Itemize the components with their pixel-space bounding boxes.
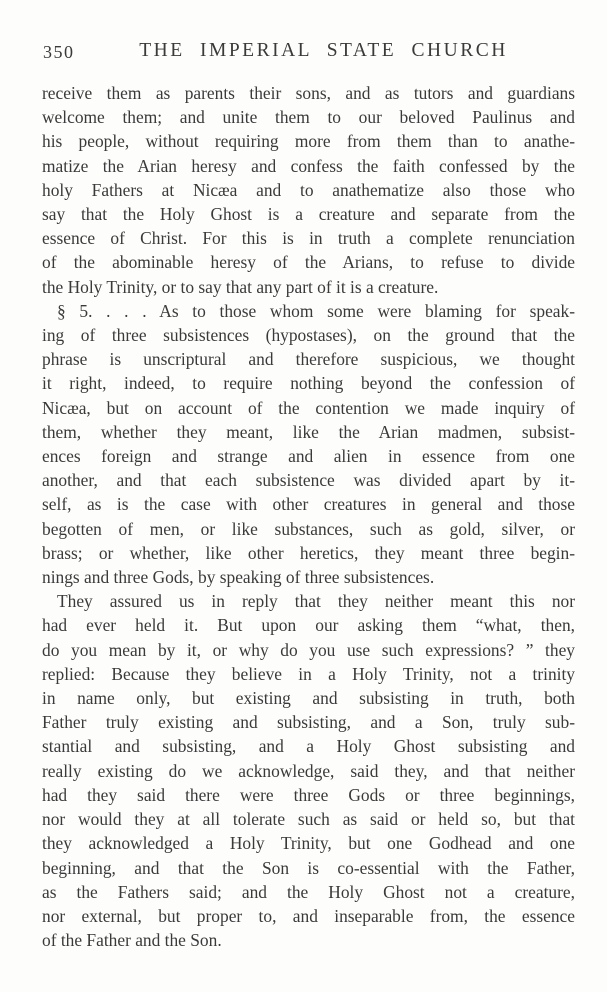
text-line: They assured us in reply that they neither meant this nor (57, 591, 575, 612)
text-line: stantial and subsisting, and a Holy Ghost subsisting and (42, 736, 575, 757)
running-title: THE IMPERIAL STATE CHURCH (139, 40, 508, 61)
text-line: holy Fathers at Nicæa and to anathematize also those who (42, 179, 575, 200)
text-line: do you mean by it, or why do you use such expressions? ” they (42, 639, 575, 660)
page-header (42, 40, 575, 64)
text-line: matize the Arian heresy and confess the faith confessed by the (42, 155, 575, 176)
text-line: phrase is unscriptural and therefore suspicious, we thought (42, 349, 575, 370)
text-line: ing of three subsistences (hypostases), on the ground that the (42, 325, 575, 346)
text-line: receive them as parents their sons, and as tutors and guardians (42, 83, 575, 103)
paragraph (42, 589, 575, 952)
page-number: 350 (43, 42, 75, 62)
text-line: had they said there were three Gods or three beginnings, (42, 784, 575, 805)
text-line: in name only, but existing and subsisting in truth, both (42, 688, 575, 709)
text-line: Nicæa, but on account of the contention we made inquiry of (42, 397, 575, 418)
text-line: Father truly existing and subsisting, and a Son, truly sub- (42, 712, 575, 733)
text-line: of the abominable heresy of the Arians, to refuse to divide (42, 252, 575, 273)
text-line: say that the Holy Ghost is a creature and separate from the (42, 204, 575, 225)
body-text (42, 81, 575, 952)
text-line: ences foreign and strange and alien in essence from one (42, 446, 575, 467)
text-line: of the Father and the Son. (42, 930, 222, 951)
text-line: they acknowledged a Holy Trinity, but one Godhead and one (42, 833, 575, 854)
text-line: the Holy Trinity, or to say that any part of it is a creature. (42, 276, 439, 297)
text-line: his people, without requiring more from them than to anathe- (42, 131, 575, 152)
paragraph (42, 299, 575, 589)
text-line: had ever held it. But upon our asking them “what, then, (42, 615, 575, 636)
text-line: begotten of men, or like substances, such as gold, silver, or (42, 518, 575, 539)
text-line: as the Fathers said; and the Holy Ghost not a creature, (42, 881, 575, 902)
paragraph (42, 81, 575, 299)
text-line: replied: Because they believe in a Holy Trinity, not a trinity (42, 663, 575, 684)
text-line: welcome them; and unite them to our beloved Paulinus and (42, 107, 575, 128)
text-line: another, and that each subsistence was divided apart by it- (42, 470, 575, 491)
text-line: nings and three Gods, by speaking of three subsistences. (42, 567, 435, 588)
text-line: nor external, but proper to, and inseparable from, the essence (42, 905, 575, 926)
text-line: § 5. . . . As to those whom some were blaming for speak- (57, 300, 575, 321)
text-line: really existing do we acknowledge, said they, and that neither (42, 760, 575, 781)
text-line: beginning, and that the Son is co-essential with the Father, (42, 857, 575, 878)
text-line: them, whether they meant, like the Arian madmen, subsist- (42, 421, 575, 442)
text-line: brass; or whether, like other heretics, they meant three begin- (42, 542, 575, 563)
text-line: essence of Christ. For this is in truth a complete renunciation (42, 228, 575, 249)
text-line: nor would they at all tolerate such as said or held so, but that (42, 809, 575, 830)
text-line: it right, indeed, to require nothing beyond the confession of (42, 373, 575, 394)
text-line: self, as is the case with other creatures in general and those (42, 494, 575, 515)
